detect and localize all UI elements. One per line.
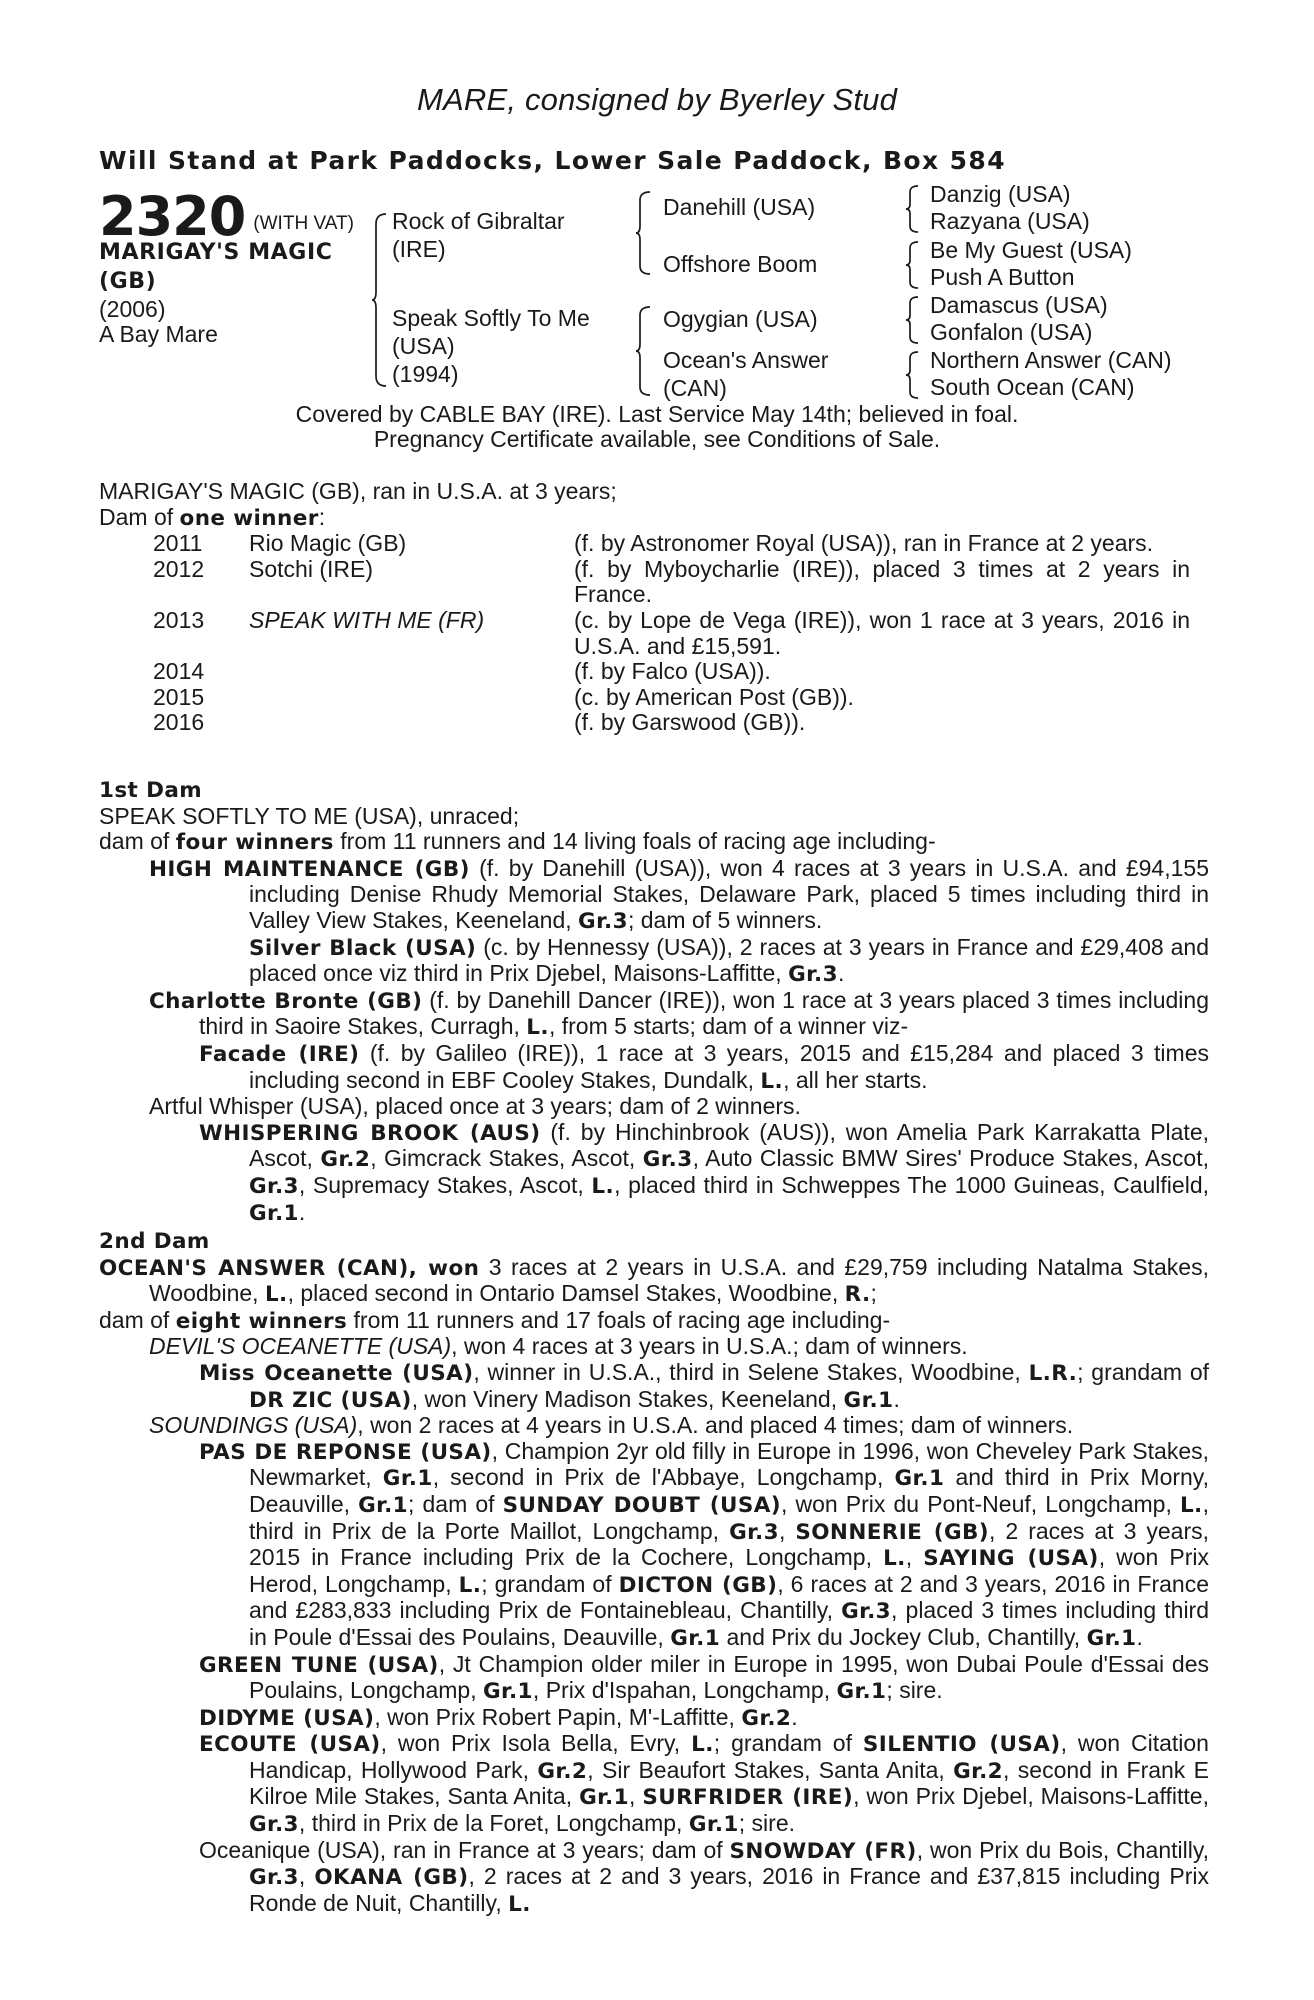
ecoute-entry: ECOUTE (USA), won Prix Isola Bella, Evry, L.; grandam of SILENTIO (USA), won Citation Handicap, Hollywood Park, Gr.2, Sir Beaufort Stakes, Santa Anita, Gr.2, second in Frank E Kilroe Mile Stakes, Santa Anita, Gr.1, SURFRIDER (IRE), won Prix Djebel, Maisons-Laffitte, Gr.3, third in Prix de la Foret, Longchamp, Gr.1; sire. — [199, 1730, 1209, 1838]
first-dam-section — [99, 778, 1209, 1226]
pregnancy-line: Pregnancy Certificate available, see Conditions of Sale. — [373, 426, 941, 452]
produce-record — [99, 479, 1209, 736]
ped-sdd: Push A Button — [930, 264, 1075, 290]
lot-vat: (WITH VAT) — [253, 213, 354, 234]
didyme-entry: DIDYME (USA), won Prix Robert Papin, M'-Laffitte, Gr.2. — [199, 1703, 798, 1731]
green-tune-entry: GREEN TUNE (USA), Jt Champion older miler in Europe in 1995, won Dubai Poule d'Essai des Poulains, Longchamp, Gr.1, Prix d'Ispahan, Longchamp, Gr.1; sire. — [199, 1650, 1209, 1705]
sire-sire: Danehill (USA) — [663, 194, 816, 220]
dam-sire: Ogygian (USA) — [663, 306, 818, 332]
first-dam-summary: dam of four winners from 11 runners and 14 living foals of racing age including- — [99, 828, 936, 856]
bracket-2 — [906, 240, 920, 290]
produce-row: 2012 Sotchi (IRE) (f. by Myboycharlie (IRE)), placed 3 times at 2 years in France. — [153, 555, 1190, 608]
produce-row: 2014 (f. by Falco (USA)). — [153, 658, 771, 685]
miss-oceanette-entry: Miss Oceanette (USA), winner in U.S.A., third in Selene Stakes, Woodbine, L.R.; grandam of DR ZIC (USA), won Vinery Madison Stakes, Keeneland, Gr.1. — [199, 1358, 1209, 1413]
sire-dam: Offshore Boom — [663, 251, 818, 277]
high-maintenance-entry: HIGH MAINTENANCE (GB) (f. by Danehill (USA)), won 4 races at 3 years in U.S.A. and £94,155 including Denise Rhudy Memorial Stakes, Delaware Park, placed 5 times including third in Valley View Stakes, Keeneland, Gr.3; dam of 5 winners. — [149, 854, 1209, 934]
ped-dss: Damascus (USA) — [930, 292, 1108, 318]
ped-sds: Be My Guest (USA) — [930, 237, 1132, 263]
produce-row: 2013 SPEAK WITH ME (FR) (c. by Lope de Vega (IRE)), won 1 race at 3 years, 2016 in U.S.A. and £15,591. — [153, 606, 1190, 659]
intro-line: MARIGAY'S MAGIC (GB), ran in U.S.A. at 3 years; — [99, 478, 617, 504]
horse-name: MARIGAY'S MAGIC (GB) — [99, 240, 333, 294]
second-dam-summary: dam of eight winners from 11 runners and 17 foals of racing age including- — [99, 1306, 891, 1334]
pedigree-bracket — [372, 212, 388, 388]
dam-dam: Ocean's Answer (CAN) — [663, 347, 829, 401]
facade-entry: Facade (IRE) (f. by Galileo (IRE)), 1 race at 3 years, 2015 and £15,284 and placed 3 times including second in EBF Cooley Stakes, Dundalk, L., all her starts. — [199, 1039, 1209, 1094]
charlotte-bronte-entry: Charlotte Bronte (GB) (f. by Danehill Dancer (IRE)), won 1 race at 3 years placed 3 times including third in Saoire Stakes, Curragh, L., from 5 starts; dam of a winner viz- — [149, 986, 1209, 1041]
ped-dsd: Gonfalon (USA) — [930, 319, 1093, 345]
sire-line-bracket — [636, 190, 652, 276]
ped-ddd: South Ocean (CAN) — [930, 374, 1135, 400]
produce-row: 2011 Rio Magic (GB) (f. by Astronomer Royal (USA)), ran in France at 2 years. — [153, 530, 1154, 557]
dam: Speak Softly To Me (USA) (1994) — [392, 305, 590, 387]
horse-description: A Bay Mare — [99, 321, 218, 347]
oceanique-entry: Oceanique (USA), ran in France at 3 years; dam of SNOWDAY (FR), won Prix du Bois, Chantilly, Gr.3, OKANA (GB), 2 races at 2 and 3 years, 2016 in France and £37,815 including Prix Ronde de Nuit, Chantilly, L. — [199, 1836, 1210, 1917]
devils-oceanette-entry: DEVIL'S OCEANETTE (USA), won 4 races at 3 years in U.S.A.; dam of winners. — [149, 1333, 968, 1360]
horse-year: (2006) — [99, 296, 166, 322]
produce-row: 2015 (c. by American Post (GB)). — [153, 683, 854, 710]
silver-black-entry: Silver Black (USA) (c. by Hennessy (USA)), 2 races at 3 years in France and £29,408 and placed once viz third in Prix Djebel, Maisons-Laffitte, Gr.3. — [249, 933, 1209, 988]
sire: Rock of Gibraltar (IRE) — [392, 208, 565, 262]
produce-row: 2016 (f. by Garswood (GB)). — [153, 709, 806, 736]
second-dam-section — [99, 1229, 1209, 1917]
bracket-4 — [906, 350, 920, 400]
artful-whisper-entry: Artful Whisper (USA), placed once at 3 years; dam of 2 winners. — [149, 1093, 801, 1120]
ped-sss: Danzig (USA) — [930, 181, 1071, 207]
pas-de-reponse-entry: PAS DE REPONSE (USA), Champion 2yr old filly in Europe in 1996, won Cheveley Park Stakes, Newmarket, Gr.1, second in Prix de l'Abbaye, Longchamp, Gr.1 and third in Prix Morny, Deauville, Gr.1; dam of SUNDAY DOUBT (USA), won Prix du Pont-Neuf, Longchamp, L., third in Prix de la Porte Maillot, Longchamp, Gr.3, SONNERIE (GB), 2 races at 3 years, 2015 in France including Prix de la Cochere, Longchamp, L., SAYING (USA), won Prix Herod, Longchamp, L.; grandam of DICTON (GB), 6 races at 2 and 3 years, 2016 in France and £283,833 including Prix de Fontainebleau, Chantilly, Gr.3, placed 3 times including third in Poule d'Essai des Poulains, Deauville, Gr.1 and Prix du Jockey Club, Chantilly, Gr.1. — [199, 1437, 1210, 1651]
stand-location: Will Stand at Park Paddocks, Lower Sale Paddock, Box 584 — [99, 146, 1007, 175]
second-dam-title: 2nd Dam — [99, 1229, 210, 1254]
first-dam-line: SPEAK SOFTLY TO ME (USA), unraced; — [99, 802, 520, 829]
covered-line: Covered by CABLE BAY (IRE). Last Service May 14th; believed in foal. — [295, 401, 1019, 427]
lot-number: 2320 — [99, 185, 246, 248]
ped-dds: Northern Answer (CAN) — [930, 347, 1172, 373]
soundings-entry: SOUNDINGS (USA), won 2 races at 4 years in U.S.A. and placed 4 times; dam of winners. — [149, 1412, 1074, 1439]
dam-line-bracket — [636, 305, 652, 397]
dam-of-line: Dam of one winner: — [99, 503, 326, 531]
bracket-1 — [906, 184, 920, 234]
page-heading: MARE, consigned by Byerley Stud — [416, 82, 898, 117]
first-dam-title: 1st Dam — [99, 778, 203, 803]
bracket-3 — [906, 295, 920, 345]
whispering-brook-entry: WHISPERING BROOK (AUS) (f. by Hinchinbrook (AUS)), won Amelia Park Karrakatta Plate, Ascot, Gr.2, Gimcrack Stakes, Ascot, Gr.3, Auto Classic BMW Sires' Produce Stakes, Ascot, Gr.3, Supremacy Stakes, Ascot, L., placed third in Schweppes The 1000 Guineas, Caulfield, Gr.1. — [199, 1118, 1210, 1226]
oceans-answer-entry: OCEAN'S ANSWER (CAN), won 3 races at 2 years in U.S.A. and £29,759 including Natalma Stakes, Woodbine, L., placed second in Ontario Damsel Stakes, Woodbine, R.; — [99, 1253, 1209, 1308]
ped-ssd: Razyana (USA) — [930, 208, 1090, 234]
